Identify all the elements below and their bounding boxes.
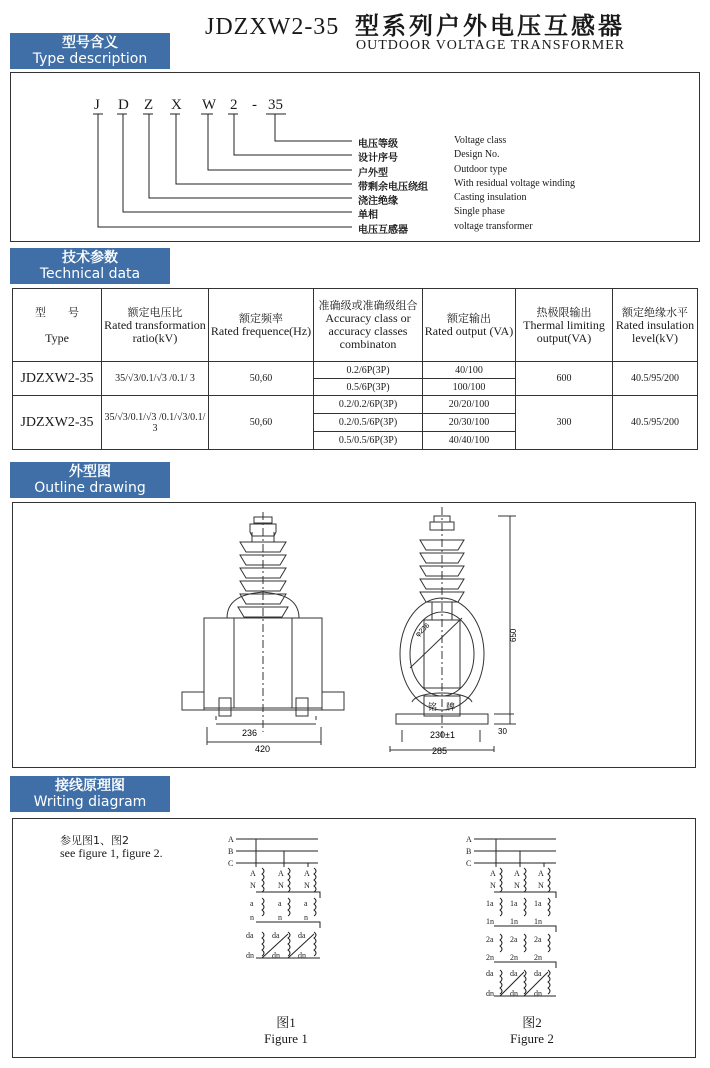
cell-output: 40/100 xyxy=(423,362,516,379)
terminal-label: da xyxy=(272,931,280,940)
cell-output: 100/100 xyxy=(423,379,516,396)
section-tab-technical-data xyxy=(10,248,170,284)
col-header: 准确级或准确级组合 Accuracy class or accuracy classes combinaton xyxy=(314,289,423,362)
terminal-label: A xyxy=(250,869,256,878)
side-dim-diameter: φ236 xyxy=(414,622,432,639)
terminal-label: A xyxy=(304,869,310,878)
terminal-label: A xyxy=(278,869,284,878)
section-title-cn: 外型图 xyxy=(69,464,111,480)
table-header-row xyxy=(13,289,698,362)
table-row xyxy=(13,362,698,379)
terminal-label: n xyxy=(278,913,282,922)
code-letter: Z xyxy=(144,97,154,113)
side-dim-height: 650 xyxy=(509,628,518,642)
cell-frequency: 50,60 xyxy=(209,396,314,450)
col-header: 额定频率 Rated frequence(Hz) xyxy=(209,289,314,362)
terminal-label: 1a xyxy=(534,899,542,908)
code-letter: W xyxy=(202,97,217,113)
terminal-label: a xyxy=(278,899,282,908)
col-header: 额定输出 Rated output (VA) xyxy=(423,289,516,362)
terminal-label: N xyxy=(278,881,284,890)
wiring-note-en: see figure 1, figure 2. xyxy=(60,846,163,860)
terminal-label: a xyxy=(250,899,254,908)
cell-accuracy: 0.5/0.5/6P(3P) xyxy=(314,432,423,450)
section-title-cn: 型号含义 xyxy=(62,35,118,51)
terminal-label: N xyxy=(304,881,310,890)
model-heading: JDZXW2-35 xyxy=(205,14,340,40)
cell-accuracy: 0.2/0.5/6P(3P) xyxy=(314,414,423,432)
code-letter: D xyxy=(118,97,129,113)
phase-label: B xyxy=(466,847,472,856)
wiring-note-cn: 参见图1、图2 xyxy=(60,834,129,847)
nameplate-label: 铭 牌 xyxy=(428,703,456,713)
terminal-label: da xyxy=(298,931,306,940)
cell-output: 20/30/100 xyxy=(423,414,516,432)
terminal-label: 1n xyxy=(486,917,494,926)
cell-thermal: 600 xyxy=(516,362,613,396)
cell-ratio: 35/√3/0.1/√3 /0.1/√3/0.1/ 3 xyxy=(102,396,209,450)
cell-accuracy: 0.2/0.2/6P(3P) xyxy=(314,396,423,414)
front-view-drawing xyxy=(182,512,344,745)
terminal-label: da xyxy=(534,969,542,978)
code-letter: 2 xyxy=(230,97,238,113)
terminal-label: N xyxy=(514,881,520,890)
terminal-label: N xyxy=(250,881,256,890)
wiring-schematic xyxy=(0,818,710,1058)
terminal-label: dn xyxy=(534,989,542,998)
section-title-cn: 技术参数 xyxy=(62,250,118,266)
terminal-label: dn xyxy=(486,989,494,998)
col-header: 额定电压比 Rated transformation ratio(kV) xyxy=(102,289,209,362)
terminal-label: A xyxy=(514,869,520,878)
cell-insulation: 40.5/95/200 xyxy=(613,362,698,396)
terminal-label: 2n xyxy=(534,953,542,962)
terminal-label: da xyxy=(510,969,518,978)
terminal-label: da xyxy=(246,931,254,940)
terminal-label: dn xyxy=(510,989,518,998)
technical-data-table xyxy=(12,288,698,450)
figure-2-caption xyxy=(502,1012,562,1047)
figure-2-caption-en: Figure 2 xyxy=(510,1031,554,1046)
terminal-label: 1n xyxy=(534,917,542,926)
terminal-label: N xyxy=(490,881,496,890)
terminal-label: dn xyxy=(246,951,254,960)
section-title-en: Outline drawing xyxy=(34,480,146,496)
code-letter: 35 xyxy=(268,97,283,113)
section-tab-wiring-diagram xyxy=(10,776,170,812)
figure-2-caption-cn: 图2 xyxy=(522,1015,542,1030)
phase-label: B xyxy=(228,847,234,856)
front-dim-base: 420 xyxy=(255,744,271,754)
cell-frequency: 50,60 xyxy=(209,362,314,396)
code-letter: X xyxy=(171,97,182,113)
cell-output: 40/40/100 xyxy=(423,432,516,450)
terminal-label: N xyxy=(538,881,544,890)
terminal-label: a xyxy=(304,899,308,908)
terminal-label: da xyxy=(486,969,494,978)
col-header: 型 号 Type xyxy=(13,289,102,362)
cell-thermal: 300 xyxy=(516,396,613,450)
figure-1-caption xyxy=(256,1012,316,1047)
side-dim-base-height: 30 xyxy=(498,727,507,736)
cell-output: 20/20/100 xyxy=(423,396,516,414)
section-tab-outline-drawing xyxy=(10,462,170,498)
terminal-label: 2a xyxy=(534,935,542,944)
section-title-en: Type description xyxy=(32,51,148,67)
outline-drawing xyxy=(12,502,696,768)
type-code-leader-lines xyxy=(0,0,710,245)
col-header: 热极限输出 Thermal limiting output(VA) xyxy=(516,289,613,362)
cell-accuracy: 0.5/6P(3P) xyxy=(314,379,423,396)
code-letter: J xyxy=(94,97,100,113)
section-title-en: Writing diagram xyxy=(33,794,147,810)
section-title-en: Technical data xyxy=(39,266,141,282)
terminal-label: A xyxy=(490,869,496,878)
terminal-label: 2a xyxy=(510,935,518,944)
terminal-label: 2a xyxy=(486,935,494,944)
terminal-label: 2n xyxy=(486,953,494,962)
terminal-label: n xyxy=(304,913,308,922)
cell-insulation: 40.5/95/200 xyxy=(613,396,698,450)
cell-ratio: 35/√3/0.1/√3 /0.1/ 3 xyxy=(102,362,209,396)
figure-1-caption-cn: 图1 xyxy=(276,1015,296,1030)
terminal-label: n xyxy=(250,913,254,922)
terminal-label: 1a xyxy=(486,899,494,908)
terminal-label: dn xyxy=(298,951,306,960)
terminal-label: 1n xyxy=(510,917,518,926)
side-dim-base: 285 xyxy=(432,746,448,756)
phase-label: C xyxy=(466,859,472,868)
terminal-label: 1a xyxy=(510,899,518,908)
cell-type: JDZXW2-35 xyxy=(13,362,102,396)
phase-label: A xyxy=(466,835,472,844)
title-cn: 型系列户外电压互感器 xyxy=(355,12,625,40)
cell-accuracy: 0.2/6P(3P) xyxy=(314,362,423,379)
title-en: OUTDOOR VOLTAGE TRANSFORMER xyxy=(356,38,626,53)
terminal-label: A xyxy=(538,869,544,878)
table-row xyxy=(13,396,698,414)
terminal-label: 2n xyxy=(510,953,518,962)
phase-label: C xyxy=(228,859,234,868)
section-title-cn: 接线原理图 xyxy=(55,778,125,794)
side-view-drawing xyxy=(390,507,516,752)
phase-label: A xyxy=(228,835,234,844)
figure-1-caption-en: Figure 1 xyxy=(264,1031,308,1046)
code-letter: - xyxy=(252,97,257,113)
terminal-label: dn xyxy=(272,951,280,960)
side-dim-mount: 230±1 xyxy=(430,730,455,740)
cell-type: JDZXW2-35 xyxy=(13,396,102,450)
col-header: 额定绝缘水平 Rated insulation level(kV) xyxy=(613,289,698,362)
front-dim-width: 236 xyxy=(242,728,258,738)
